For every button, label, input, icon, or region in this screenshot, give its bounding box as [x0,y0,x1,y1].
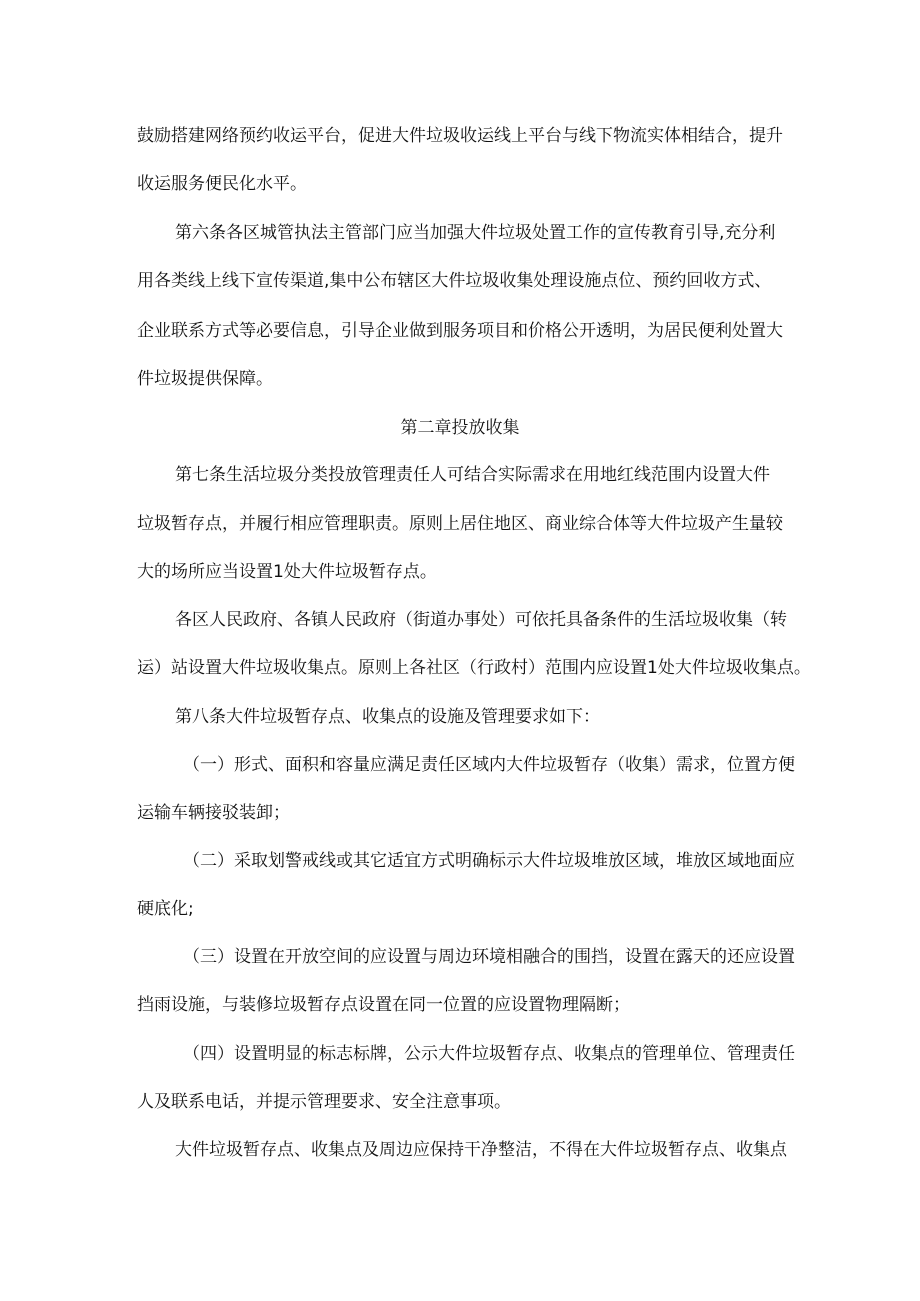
paragraph-line: 运输车辆接驳装卸； [137,803,290,823]
paragraph-line: 用各类线上线下宣传渠道,集中公布辖区大件垃圾收集处理设施点位、预约回收方式、 [137,271,772,291]
paragraph-line: 运）站设置大件垃圾收集点。原则上各社区（行政村）范围内应设置1处大件垃圾收集点。 [137,658,811,678]
paragraph-line: 人及联系电话，并提示管理要求、安全注意事项。 [137,1092,511,1112]
paragraph-line: 大的场所应当设置1处大件垃圾暂存点。 [137,562,437,582]
list-item-4-line: （四）设置明显的标志标牌，公示大件垃圾暂存点、收集点的管理单位、管理责任 [183,1044,795,1064]
paragraph-line: 挡雨设施，与装修垃圾暂存点设置在同一位置的应设置物理隔断； [137,995,630,1015]
list-item-1-line: （一）形式、面积和容量应满足责任区域内大件垃圾暂存（收集）需求，位置方便 [183,755,795,775]
chapter-heading: 第二章投放收集 [400,418,520,438]
list-item-2-line: （二）采取划警戒线或其它适宜方式明确标示大件垃圾堆放区域，堆放区域地面应 [183,851,795,871]
paragraph-line: 大件垃圾暂存点、收集点及周边应保持干净整洁，不得在大件垃圾暂存点、收集点 [175,1140,787,1160]
paragraph-line: 各区人民政府、各镇人民政府（街道办事处）可依托具备条件的生活垃圾收集（转 [175,610,787,630]
paragraph-line: 鼓励搭建网络预约收运平台，促进大件垃圾收运线上平台与线下物流实体相结合，提升 [137,126,783,146]
paragraph-line: 垃圾暂存点，并履行相应管理职责。原则上居住地区、商业综合体等大件垃圾产生量较 [137,514,783,534]
paragraph-line: 件垃圾提供保障。 [137,369,273,389]
paragraph-line: 收运服务便民化水平。 [137,174,307,194]
article-6-line: 第六条各区城管执法主管部门应当加强大件垃圾处置工作的宣传教育引导,充分利 [175,223,776,243]
paragraph-line: 企业联系方式等必要信息，引导企业做到服务项目和价格公开透明，为居民便利处置大 [137,321,783,341]
article-8-line: 第八条大件垃圾暂存点、收集点的设施及管理要求如下： [175,707,600,727]
paragraph-line: 硬底化; [137,899,194,919]
article-7-line: 第七条生活垃圾分类投放管理责任人可结合实际需求在用地红线范围内设置大件 [175,465,770,485]
list-item-3-line: （三）设置在开放空间的应设置与周边环境相融合的围挡，设置在露天的还应设置 [183,947,795,967]
